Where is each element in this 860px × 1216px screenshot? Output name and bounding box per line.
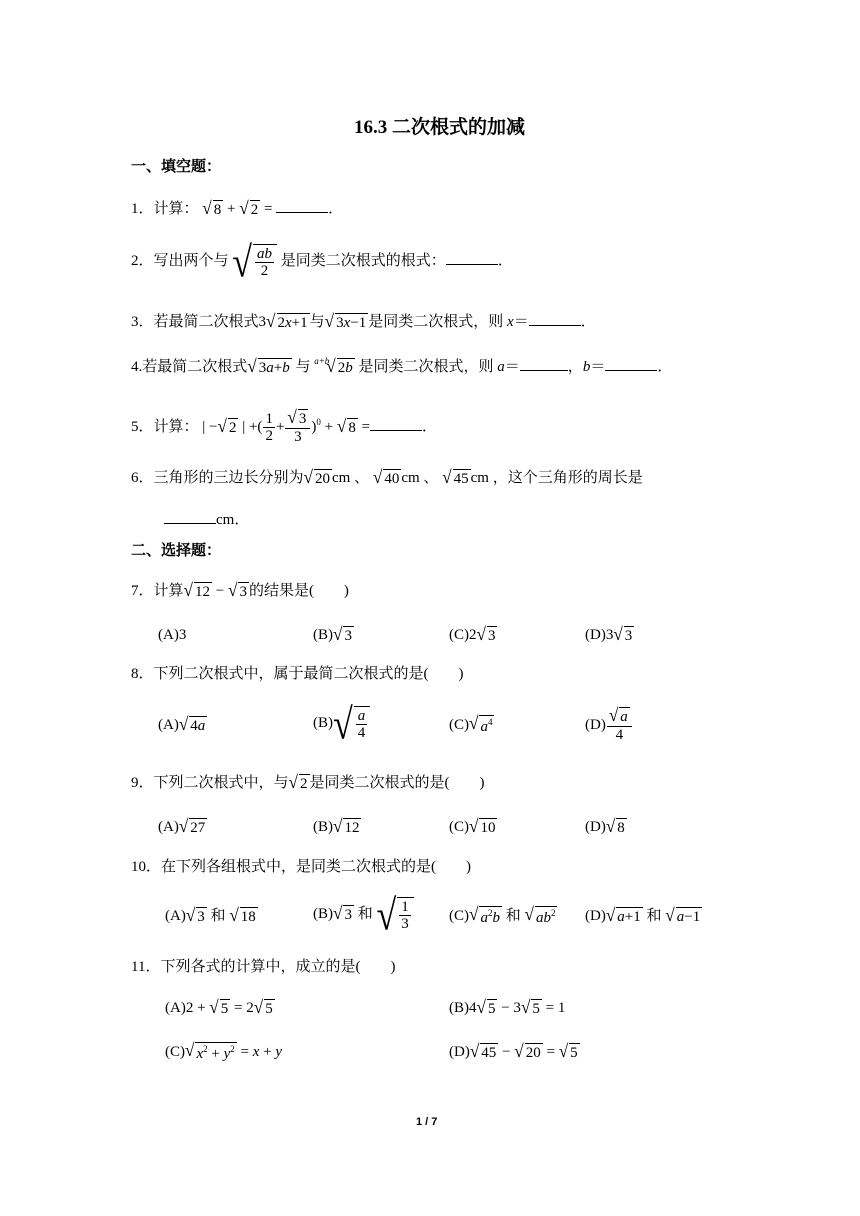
answer-blank <box>529 310 581 326</box>
answer-blank <box>276 197 328 213</box>
separator: ， <box>567 359 583 375</box>
unit: cm． <box>216 512 250 528</box>
answer-blank <box>370 415 422 431</box>
question-4 <box>131 355 672 377</box>
answer-blank <box>446 249 498 265</box>
question-3 <box>131 310 596 332</box>
question-text: 计算： <box>153 419 199 435</box>
question-text: 计算： <box>153 201 199 217</box>
question-text: 下列二次根式中，与 <box>153 775 289 791</box>
question-number: 10． <box>131 859 162 875</box>
question-text-2: 是同类二次根式的根式： <box>280 253 446 269</box>
question-number: 2． <box>131 253 154 269</box>
option-b[interactable]: (B) √ 3 和 √ $\frac{1}{3}$ <box>313 894 414 934</box>
option-b[interactable]: (B) √ 12 <box>313 816 360 837</box>
question-text-2: 的结果是( ) <box>248 583 349 599</box>
equals: ＝ <box>590 359 606 375</box>
formula: √ 12 − √ 3 <box>183 580 247 601</box>
option-d[interactable]: (D) √ 45 − √ 20 = √ 5 <box>449 1041 578 1062</box>
question-end: ． <box>497 253 513 269</box>
section-fill-heading: 一、填空题： <box>131 159 222 175</box>
question-text-2: ，这个三角形的周长是 <box>492 470 643 486</box>
question-end: ． <box>422 419 438 435</box>
connector: 与 <box>309 314 325 330</box>
connector: 与 <box>295 359 311 375</box>
option-c[interactable]: (C) √ $a^2b$ 和 √ $ab^2$ <box>449 904 556 926</box>
question-number: 8． <box>131 666 154 682</box>
formula: √ 8 + √ 2 = <box>202 198 277 219</box>
formula: | − √ 2 | +( $\frac{1}{2}$ + √ 3 3 )$^0$ + √ 8 = <box>202 407 371 446</box>
question-7 <box>131 581 349 601</box>
question-text: 计算 <box>153 583 184 599</box>
question-text: 若最简二次根式 <box>153 314 259 330</box>
question-number: 11． <box>131 959 161 975</box>
question-text: 在下列各组根式中，是同类二次根式的是( ) <box>161 859 472 875</box>
answer-blank <box>164 508 216 524</box>
question-6-line2 <box>164 508 249 530</box>
question-number: 3． <box>131 314 154 330</box>
question-text: 写出两个与 <box>153 253 229 269</box>
option-c[interactable]: (C) √ $a^4$ <box>449 713 493 735</box>
formula: √ $\frac{ab}{2}$ <box>232 244 277 280</box>
question-text-2: 是同类二次根式，则 <box>368 314 504 330</box>
equals: ＝ <box>504 359 520 375</box>
option-b[interactable]: (B) √ 3 <box>313 624 352 645</box>
question-text: 下列各式的计算中，成立的是( ) <box>160 959 396 975</box>
question-end: ． <box>657 359 673 375</box>
question-8 <box>131 664 464 684</box>
question-number: 7． <box>131 583 154 599</box>
question-number: 1． <box>131 201 154 217</box>
question-text: 若最简二次根式 <box>142 359 248 375</box>
answer-blank-a <box>520 355 568 371</box>
formula: √ 20 cm <box>303 467 351 488</box>
option-d[interactable]: (D)3 √ 3 <box>585 624 633 645</box>
option-a[interactable]: (A) √ 3 和 √ 18 <box>165 905 256 926</box>
question-number: 6． <box>131 470 154 486</box>
page-title: 16.3 二次根式的加减 <box>354 117 526 138</box>
question-text: 三角形的三边长分别为 <box>153 470 304 486</box>
question-end: ． <box>580 314 596 330</box>
question-11 <box>131 957 395 977</box>
question-text-2: 是同类二次根式，则 <box>358 359 494 375</box>
option-a[interactable]: (A)3 <box>158 627 187 643</box>
variable-x: x <box>507 314 514 330</box>
option-d[interactable]: (D) √ 8 <box>585 816 625 837</box>
option-b[interactable]: (B) √ $\frac{a}{4}$ <box>313 703 370 743</box>
option-c[interactable]: (C) √ $x^2 + y^2$ = x + y <box>165 1040 283 1062</box>
formula-3: √ 45 cm <box>442 467 489 488</box>
option-a[interactable]: (A) √ 4a <box>158 714 206 735</box>
formula: 3 √ 2x+1 <box>258 311 308 332</box>
question-text-2: 是同类二次根式的是( ) <box>309 775 485 791</box>
formula: √ 3a+b <box>247 356 290 377</box>
option-c[interactable]: (C) √ 10 <box>449 816 496 837</box>
option-a[interactable]: (A) √ 27 <box>158 816 206 837</box>
question-9 <box>131 773 485 793</box>
option-d[interactable]: (D) √ a 4 <box>585 705 633 745</box>
answer-blank-b <box>605 355 657 371</box>
separator: 、 <box>354 470 370 486</box>
option-a[interactable]: (A)2 + √ 5 = 2 √ 5 <box>165 997 273 1018</box>
option-d[interactable]: (D) √ a+1 和 √ a−1 <box>585 905 701 926</box>
variable-b: b <box>582 359 591 375</box>
option-b[interactable]: (B)4 √ 5 − 3 √ 5 = 1 <box>449 997 566 1018</box>
option-c[interactable]: (C)2 √ 3 <box>449 624 496 645</box>
equals: ＝ <box>513 314 529 330</box>
formula-2: $^{a+b}$ √ 2b <box>314 356 353 377</box>
question-5 <box>131 402 437 447</box>
separator: 、 <box>423 470 439 486</box>
question-text: 下列二次根式中，属于最简二次根式的是( ) <box>153 666 464 682</box>
formula: √ 2 <box>288 772 308 793</box>
section-choice-heading: 二、选择题： <box>131 543 222 559</box>
question-number: 4. <box>131 359 143 375</box>
question-6 <box>131 468 643 488</box>
question-1 <box>131 197 343 219</box>
formula-2: √ 3x−1 <box>324 311 367 332</box>
formula-2: √ 40 cm <box>372 467 420 488</box>
page-number: 1 / 7 <box>416 1116 438 1128</box>
question-number: 9． <box>131 775 154 791</box>
question-10 <box>131 857 471 877</box>
variable-a: a <box>497 359 505 375</box>
question-end: ． <box>328 201 344 217</box>
question-number: 5． <box>131 419 154 435</box>
question-2 <box>131 237 513 286</box>
